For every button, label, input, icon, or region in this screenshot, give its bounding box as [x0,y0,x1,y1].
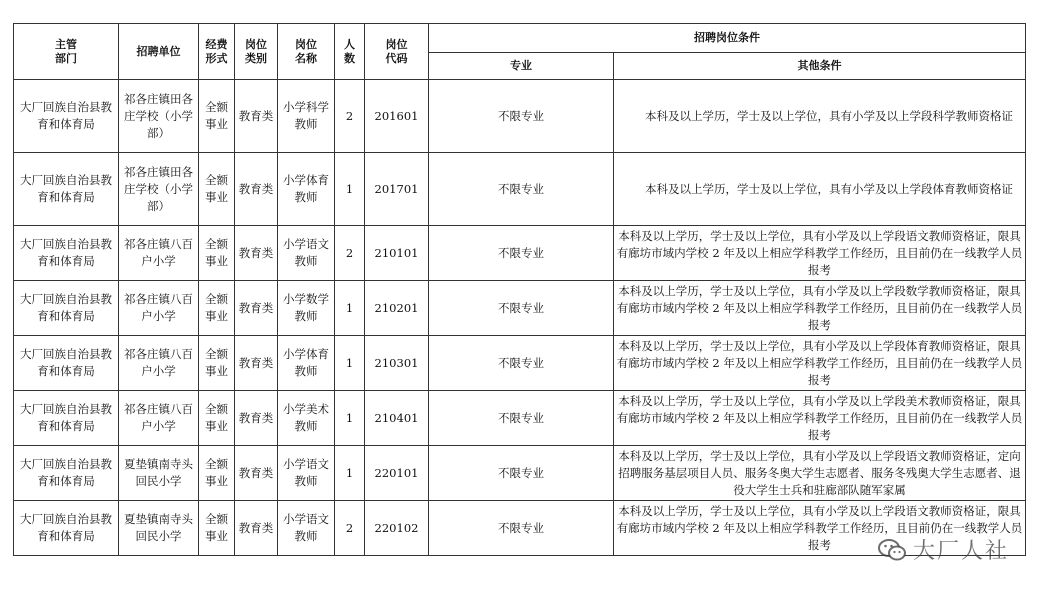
cell-dept: 大厂回族自治县教育和体育局 [14,153,119,226]
cell-code: 210201 [365,281,429,336]
cell-funding: 全额事业 [199,501,235,556]
cell-funding: 全额事业 [199,80,235,153]
cell-funding: 全额事业 [199,446,235,501]
cell-category: 教育类 [235,226,278,281]
cell-major: 不限专业 [429,281,614,336]
cell-category: 教育类 [235,281,278,336]
cell-major: 不限专业 [429,80,614,153]
cell-unit: 祁各庄镇田各庄学校（小学部） [119,80,199,153]
cell-count: 2 [335,226,365,281]
cell-category: 教育类 [235,80,278,153]
cell-dept: 大厂回族自治县教育和体育局 [14,226,119,281]
table-row [14,446,1026,501]
cell-major: 不限专业 [429,501,614,556]
cell-funding: 全额事业 [199,336,235,391]
cell-category: 教育类 [235,501,278,556]
table-row [14,153,1026,226]
cell-dept: 大厂回族自治县教育和体育局 [14,336,119,391]
cell-unit: 夏垫镇南寺头回民小学 [119,446,199,501]
cell-major: 不限专业 [429,336,614,391]
cell-unit: 祁各庄镇八百户小学 [119,226,199,281]
cell-unit: 夏垫镇南寺头回民小学 [119,501,199,556]
cell-other: 本科及以上学历，学士及以上学位，具有小学及以上学段科学教师资格证 [614,80,1026,153]
cell-code: 201701 [365,153,429,226]
header-funding: 经费 形式 [199,24,235,80]
cell-post: 小学体育教师 [278,153,335,226]
wechat-icon [877,537,907,563]
cell-post: 小学语文教师 [278,446,335,501]
table-row [14,80,1026,153]
cell-major: 不限专业 [429,153,614,226]
cell-unit: 祁各庄镇八百户小学 [119,336,199,391]
header-dept: 主管 部门 [14,24,119,80]
cell-post: 小学科学教师 [278,80,335,153]
cell-funding: 全额事业 [199,226,235,281]
watermark [877,534,1009,565]
cell-unit: 祁各庄镇八百户小学 [119,281,199,336]
cell-category: 教育类 [235,336,278,391]
header-conditions: 招聘岗位条件 [429,24,1026,53]
cell-dept: 大厂回族自治县教育和体育局 [14,80,119,153]
cell-unit: 祁各庄镇八百户小学 [119,391,199,446]
header-count: 人 数 [335,24,365,80]
cell-code: 210401 [365,391,429,446]
cell-funding: 全额事业 [199,391,235,446]
cell-post: 小学语文教师 [278,226,335,281]
table-row [14,226,1026,281]
header-category: 岗位 类别 [235,24,278,80]
cell-funding: 全额事业 [199,153,235,226]
cell-other: 本科及以上学历，学士及以上学位，具有小学及以上学段美术教师资格证，限具有廊坊市域内学校 2 年及以上相应学科教学工作经历，且目前仍在一线教学人员报考 [614,391,1026,446]
cell-major: 不限专业 [429,446,614,501]
cell-other: 本科及以上学历，学士及以上学位，具有小学及以上学段语文教师资格证，限具有廊坊市域内学校 2 年及以上相应学科教学工作经历，且目前仍在一线教学人员报考 [614,501,1026,556]
cell-funding: 全额事业 [199,281,235,336]
header-code: 岗位 代码 [365,24,429,80]
cell-category: 教育类 [235,391,278,446]
cell-post: 小学体育教师 [278,336,335,391]
cell-other: 本科及以上学历，学士及以上学位，具有小学及以上学段数学教师资格证，限具有廊坊市域内学校 2 年及以上相应学科教学工作经历，且目前仍在一线教学人员报考 [614,281,1026,336]
table-row [14,391,1026,446]
cell-code: 220101 [365,446,429,501]
cell-category: 教育类 [235,153,278,226]
cell-code: 220102 [365,501,429,556]
cell-dept: 大厂回族自治县教育和体育局 [14,281,119,336]
cell-count: 2 [335,501,365,556]
cell-category: 教育类 [235,446,278,501]
cell-other: 本科及以上学历，学士及以上学位，具有小学及以上学段体育教师资格证 [614,153,1026,226]
header-unit: 招聘单位 [119,24,199,80]
header-major: 专业 [429,53,614,80]
cell-other: 本科及以上学历，学士及以上学位，具有小学及以上学段体育教师资格证，限具有廊坊市域内学校 2 年及以上相应学科教学工作经历，且目前仍在一线教学人员报考 [614,336,1026,391]
cell-other: 本科及以上学历，学士及以上学位，具有小学及以上学段语文教师资格证，定向招聘服务基层项目人员、服务冬奥大学生志愿者、服务冬残奥大学生志愿者、退役大学生士兵和驻廊部队随军家属 [614,446,1026,501]
cell-count: 1 [335,336,365,391]
cell-count: 1 [335,391,365,446]
cell-dept: 大厂回族自治县教育和体育局 [14,391,119,446]
cell-post: 小学数学教师 [278,281,335,336]
cell-dept: 大厂回族自治县教育和体育局 [14,446,119,501]
cell-dept: 大厂回族自治县教育和体育局 [14,501,119,556]
watermark-text: 大厂人社 [912,539,1009,564]
cell-count: 2 [335,80,365,153]
cell-count: 1 [335,446,365,501]
header-other: 其他条件 [614,53,1026,80]
cell-count: 1 [335,153,365,226]
cell-count: 1 [335,281,365,336]
cell-major: 不限专业 [429,391,614,446]
cell-unit: 祁各庄镇田各庄学校（小学部） [119,153,199,226]
table-row [14,501,1026,556]
cell-code: 210101 [365,226,429,281]
cell-code: 201601 [365,80,429,153]
cell-post: 小学语文教师 [278,501,335,556]
cell-other: 本科及以上学历，学士及以上学位，具有小学及以上学段语文教师资格证，限具有廊坊市域内学校 2 年及以上相应学科教学工作经历，且目前仍在一线教学人员报考 [614,226,1026,281]
cell-major: 不限专业 [429,226,614,281]
table-row [14,336,1026,391]
cell-code: 210301 [365,336,429,391]
recruitment-table [13,23,1026,556]
table-row [14,281,1026,336]
cell-post: 小学美术教师 [278,391,335,446]
header-post-name: 岗位 名称 [278,24,335,80]
